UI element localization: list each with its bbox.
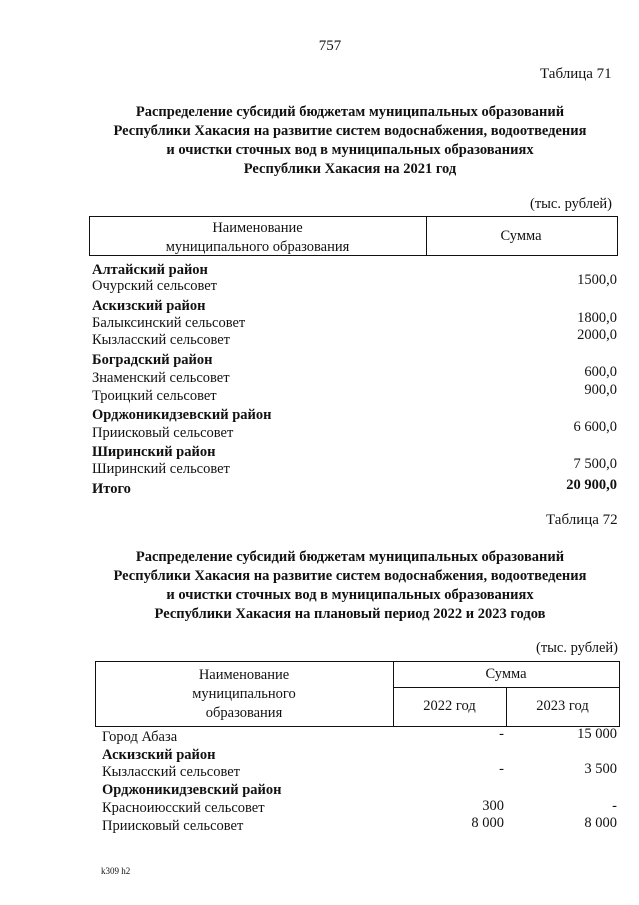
table-72-row-2022: 8 000 <box>471 815 504 831</box>
table-71-units: (тыс. рублей) <box>530 196 612 212</box>
table-71-row-value: 900,0 <box>584 382 617 398</box>
table-72-title: Распределение субсидий бюджетам муниципальных образований Республики Хакасия на развитие систем водоснабжения, водоотведения и очистки сточных вод в муниципальных образованиях Республики Хакасия на плановый период 2022 и 2023 годов <box>113 549 587 622</box>
table-71-row-name: Знаменский сельсовет <box>92 370 230 386</box>
page-number: 757 <box>318 38 342 54</box>
table-72-row-name: Кызласский сельсовет <box>102 764 240 780</box>
table-71-row-name: Приисковый сельсовет <box>92 425 234 441</box>
table-71-row-value: 600,0 <box>584 364 617 380</box>
table-72-header-2023: 2023 год <box>536 698 589 714</box>
table-72-row-name: Аскизский район <box>102 747 216 763</box>
table-71-title: Распределение субсидий бюджетам муниципальных образований Республики Хакасия на развитие систем водоснабжения, водоотведения и очистки сточных вод в муниципальных образованиях Республики Хакасия на 2021 год <box>113 104 587 177</box>
table-72-row-name: Орджоникидзевский район <box>102 782 282 798</box>
table-71-row-name: Очурский сельсовет <box>92 278 218 294</box>
table-71-row-name: Итого <box>92 481 131 497</box>
table-71-row-name: Ширинский район <box>92 444 216 460</box>
table-72-row-2022: - <box>499 726 504 742</box>
table-71-row-name: Балыксинский сельсовет <box>92 315 246 331</box>
table-71-header-sum: Сумма <box>500 228 542 244</box>
table-72-row-name: Город Абаза <box>102 729 178 745</box>
table-72-row-2023: 3 500 <box>584 761 617 777</box>
table-72-header-2022: 2022 год <box>423 698 476 714</box>
footer-code: k309 h2 <box>101 866 131 876</box>
table-72-row-name: Красноиюсский сельсовет <box>102 800 265 816</box>
table-72-row-name: Приисковый сельсовет <box>102 818 244 834</box>
table-71-row-name: Кызласский сельсовет <box>92 332 230 348</box>
table-72-header-sum: Сумма <box>485 666 527 682</box>
table-71-header-name: Наименование муниципального образования <box>165 220 350 255</box>
table-71-row-value: 2000,0 <box>577 327 617 343</box>
table-71-row-name: Ширинский сельсовет <box>92 461 230 477</box>
table-71-row-name: Боградский район <box>92 352 213 368</box>
table-72-label: Таблица 72 <box>546 512 618 528</box>
table-72-row-2022: 300 <box>482 798 504 814</box>
table-71-row-value: 7 500,0 <box>573 456 617 472</box>
table-71-row-value: 6 600,0 <box>573 419 617 435</box>
table-72-row-2023: 15 000 <box>577 726 617 742</box>
table-71-row-name: Троицкий сельсовет <box>92 388 217 404</box>
table-71-row-name: Алтайский район <box>92 262 208 278</box>
table-72-row-2023: 8 000 <box>584 815 617 831</box>
table-71-label: Таблица 71 <box>540 66 612 82</box>
table-71-row-value: 1800,0 <box>577 310 617 326</box>
table-72-header-name: Наименование муниципального образования <box>192 667 296 721</box>
table-72-row-2022: - <box>499 761 504 777</box>
table-71-row-name: Орджоникидзевский район <box>92 407 272 423</box>
table-71-row-name: Аскизский район <box>92 298 206 314</box>
table-72-row-2023: - <box>612 798 617 814</box>
table-71-row-value: 1500,0 <box>577 272 617 288</box>
table-72-units: (тыс. рублей) <box>536 640 618 656</box>
table-71-row-value: 20 900,0 <box>566 477 617 493</box>
